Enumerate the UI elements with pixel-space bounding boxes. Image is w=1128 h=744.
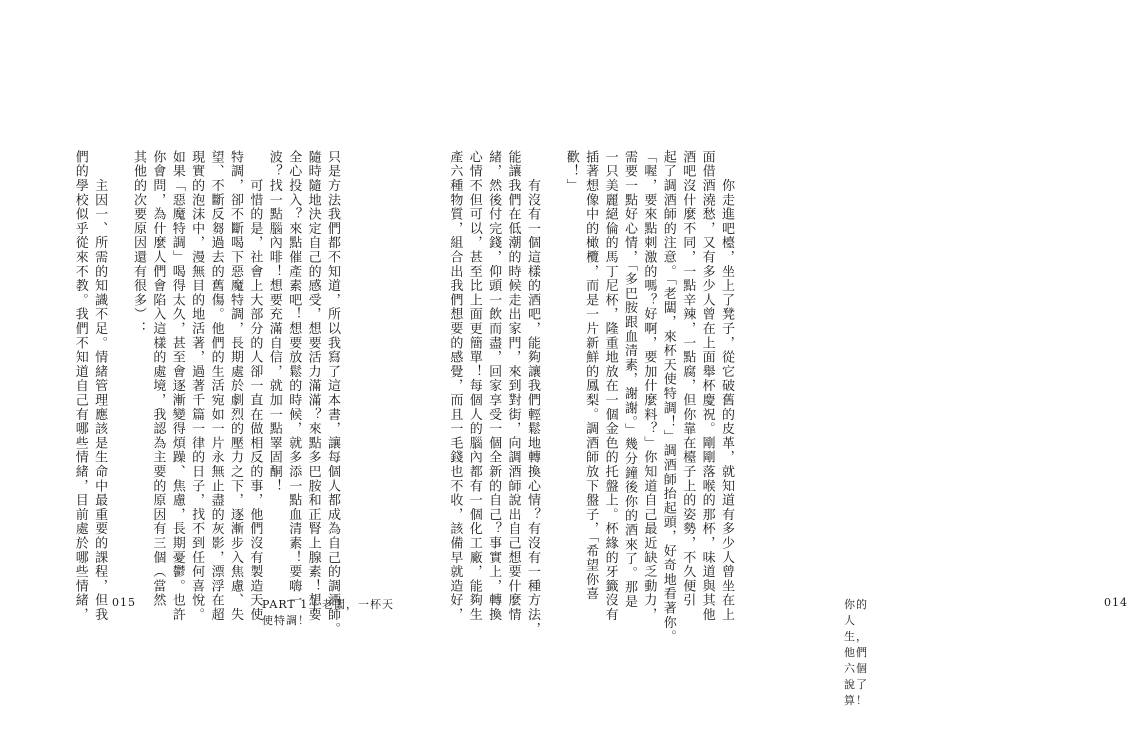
text-column: 可惜的是，社會上大部分的人卻一直在做相反的事，他們沒有製造天使 xyxy=(247,150,263,622)
text-column: 緒，然後付完錢，仰頭一飲而盡，回家享受一個全新的自己？事實上，轉換 xyxy=(486,150,502,622)
text-column: 有沒有一個這樣的酒吧，能夠讓我們輕鬆地轉換心情？有沒有一種方法， xyxy=(524,150,540,637)
text-column: 一只美麗絕倫的馬丁尼杯，隆重地放在一個金色的托盤上。杯緣的牙籤沒有 xyxy=(602,150,618,622)
text-column: 你走進吧檯，坐上了凳子，從它破舊的皮革，就知道有多少人曾坐在上 xyxy=(719,150,734,622)
text-column: 「喔，要來點刺激的嗎？好啊，要加什麼料？」你知道自己最近缺乏動力， xyxy=(641,150,657,622)
text-column: 們的學校似乎從來不教。我們不知道自己有哪些情緒，目前處於哪些情緒， xyxy=(72,150,88,622)
text-column: 主因一、所需的知識不足。情緒管理應該是生命中最重要的課程，但我 xyxy=(92,150,108,622)
left-running-head: PART 1 | 老闆，一杯天使特調！ xyxy=(262,598,394,627)
text-column: 起了調酒師的注意。「老闆，來杯天使特調！」調酒師抬起頭，好奇地看著你。 xyxy=(660,150,676,644)
text-column: 望、不斷反芻過去的舊傷。他們的生活宛如一片永無止盡的灰影，漂浮在超 xyxy=(208,150,224,622)
text-column: 波？找一點腦內啡！想要充滿自信，就加一點睪固酮！ xyxy=(266,150,282,494)
text-column: 其他的次要原因還有很多）： xyxy=(130,150,146,336)
right-page xyxy=(400,0,1128,744)
right-page-number: 014 xyxy=(1104,596,1128,609)
left-page-number: 015 xyxy=(112,596,136,609)
right-running-head: 你的人生，他們六個說了算！ xyxy=(844,598,868,707)
text-column: 只是方法我們都不知道，所以我寫了這本書，讓每個人都成為自己的調酒師。 xyxy=(325,150,340,637)
text-column: 心情不但可以，甚至比上面更簡單！每個人的腦內都有一個化工廠，能夠生 xyxy=(466,150,482,622)
text-column: 插著想像中的橄欖，而是一片新鮮的鳳梨。調酒師放下盤子，「希望你喜 xyxy=(583,150,599,602)
left-page xyxy=(0,0,400,744)
text-column xyxy=(542,150,561,570)
text-column: 特調，卻不斷喝下惡魔特調，長期處於劇烈的壓力之下，逐漸步入焦慮、失 xyxy=(227,150,243,622)
text-column: 隨時隨地決定自己的感受，想要活力滿滿？來點多巴胺和正腎上腺素！想要 xyxy=(305,150,321,622)
text-column: 產六種物質，組合出我們想要的感覺，而且一毛錢也不收，該備早就造好， xyxy=(447,150,463,622)
text-column: 全心投入？來點催產素吧！想要放鬆的時候，就多添一點血清素！要嗨一 xyxy=(286,150,302,608)
right-page-body xyxy=(445,150,736,644)
text-column: 如果「惡魔特調」喝得太久，甚至會逐漸變得煩躁、焦慮，長期憂鬱。也許 xyxy=(169,150,185,622)
text-column: 需要一點好心情，「多巴胺跟血清素，謝謝。」幾分鐘後你的酒來了。那是 xyxy=(621,150,637,609)
text-column: 歡！」 xyxy=(563,150,579,193)
text-column: 能讓我們在低潮的時候走出家門，來到對街，向調酒師說出自己想要什麼情 xyxy=(505,150,521,622)
text-column: 面借酒澆愁，又有多少人曾在上面舉杯慶祝。剛剛落喉的那杯，味道與其他 xyxy=(699,150,715,622)
text-column: 酒吧沒什麼不同，一點辛辣，一點腐，但你靠在檯子上的姿勢，不久便引 xyxy=(680,150,696,608)
text-column xyxy=(109,150,128,570)
text-column: 你會問，為什麼人們會陷入這樣的處境，我認為主要的原因有三個（當然 xyxy=(150,150,166,608)
text-column: 現實的泡沫中，漫無目的地活著，過著千篇一律的日子，找不到任何喜悅。 xyxy=(189,150,205,622)
